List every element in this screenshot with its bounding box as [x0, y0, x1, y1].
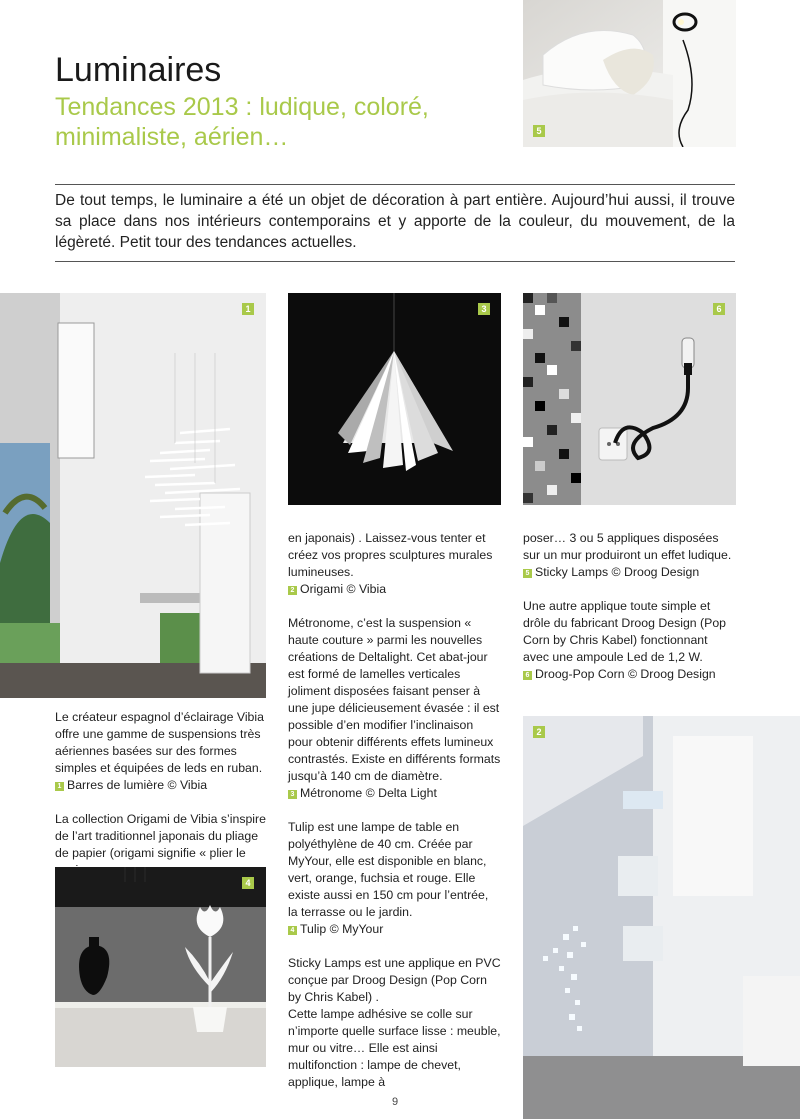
paragraph: poser… 3 ou 5 appliques disposées sur un mur produiront un effet ludique.: [523, 531, 732, 562]
photo-tulip-lamp: [55, 867, 266, 1067]
paragraph: Le créateur espagnol d’éclairage Vibia offre une gamme de suspensions très aériennes basées sur des formes simples et équipées de leds en ruban.: [55, 710, 264, 775]
caption-text: Droog-Pop Corn © Droog Design: [535, 667, 716, 681]
photo-number-badge: 6: [713, 303, 725, 315]
caption-text: Sticky Lamps © Droog Design: [535, 565, 700, 579]
photo-number-badge: 4: [242, 877, 254, 889]
photo-popcorn-lamp: [523, 293, 736, 505]
caption: [288, 785, 501, 802]
intro-text: De tout temps, le luminaire a été un objet de décoration à part entière. Aujourd’hui aussi, il trouve sa place dans nos intérieurs contemporains et y apporte de la couleur, du mouvement, de la légèreté. Petit tour des tendances actuelles.: [55, 192, 735, 251]
paragraph: en japonais) . Laissez-vous tenter et créez vos propres sculptures murales lumineuses.: [288, 531, 493, 579]
photo-number-badge: 1: [242, 303, 254, 315]
paragraph: La collection Origami de Vibia s’inspire de l’art traditionnel japonais du pliage de papier (origami signifie « plier le: [55, 812, 266, 860]
caption: [523, 666, 736, 683]
page-number: 9: [391, 1096, 399, 1108]
caption: [523, 564, 736, 581]
photo-origami-wall: [523, 716, 800, 1119]
photo-number-badge: 3: [478, 303, 490, 315]
photo-light-bars: [0, 293, 266, 698]
caption-number-badge: 5: [523, 569, 532, 578]
caption-number-badge: 6: [523, 671, 532, 680]
caption: [288, 921, 501, 938]
paragraph: Métronome, c’est la suspension « haute couture » parmi les nouvelles créations de Deltalight. Cet abat-jour est formé de lamelles verticales joliment disposées faisant penser à une jupe délicieusement évasée : il est possible d’en modifier l’inclinaison pour obtenir différents effets lumineux contrastés. Existe en différents formats jusqu’à 140 cm de diamètre.: [288, 616, 501, 783]
page-subtitle: Tendances 2013 : ludique, coloré, minimaliste, aérien…: [55, 93, 429, 151]
caption-text: Barres de lumière © Vibia: [67, 778, 208, 792]
caption-text: Origami © Vibia: [300, 582, 387, 596]
photo-number-badge: 5: [533, 125, 545, 137]
paragraph: Cette lampe adhésive se colle sur n’importe quelle surface lisse : meuble, mur ou vitre… Elle est ainsi multifonction : lampe de chevet, applique, lampe à: [288, 1007, 501, 1089]
paragraph: Une autre applique toute simple et drôle du fabricant Droog Design (Pop Corn by Chris Kabel) fonctionnant avec une ampoule Led de 1,2 W.: [523, 599, 727, 664]
paragraph: Tulip est une lampe de table en polyéthylène de 40 cm. Créée par MyYour, elle est disponible en blanc, vert, orange, fuchsia et rouge. Elle existe aussi en 150 cm pour l’entrée, la terrasse ou le jardin.: [288, 820, 489, 919]
photo-bed-lamp: [523, 0, 736, 147]
caption: [55, 777, 266, 794]
caption-text: Tulip © MyYour: [300, 922, 384, 936]
text-column-1: [55, 709, 266, 879]
caption-number-badge: 3: [288, 790, 297, 799]
photo-metronome-lamp: [288, 293, 501, 505]
paragraph: Sticky Lamps est une applique en PVC conçue par Droog Design (Pop Corn by Chris Kabel) .: [288, 956, 501, 1004]
divider-top: [55, 184, 735, 185]
divider-bottom: [55, 261, 735, 262]
caption-number-badge: 1: [55, 782, 64, 791]
text-column-2: [288, 530, 501, 1091]
caption-text: Métronome © Delta Light: [300, 786, 437, 800]
caption-number-badge: 4: [288, 926, 297, 935]
caption-number-badge: 2: [288, 586, 297, 595]
text-column-3: [523, 530, 736, 683]
photo-number-badge: 2: [533, 726, 545, 738]
page-title: Luminaires: [55, 51, 222, 89]
caption: [288, 581, 501, 598]
